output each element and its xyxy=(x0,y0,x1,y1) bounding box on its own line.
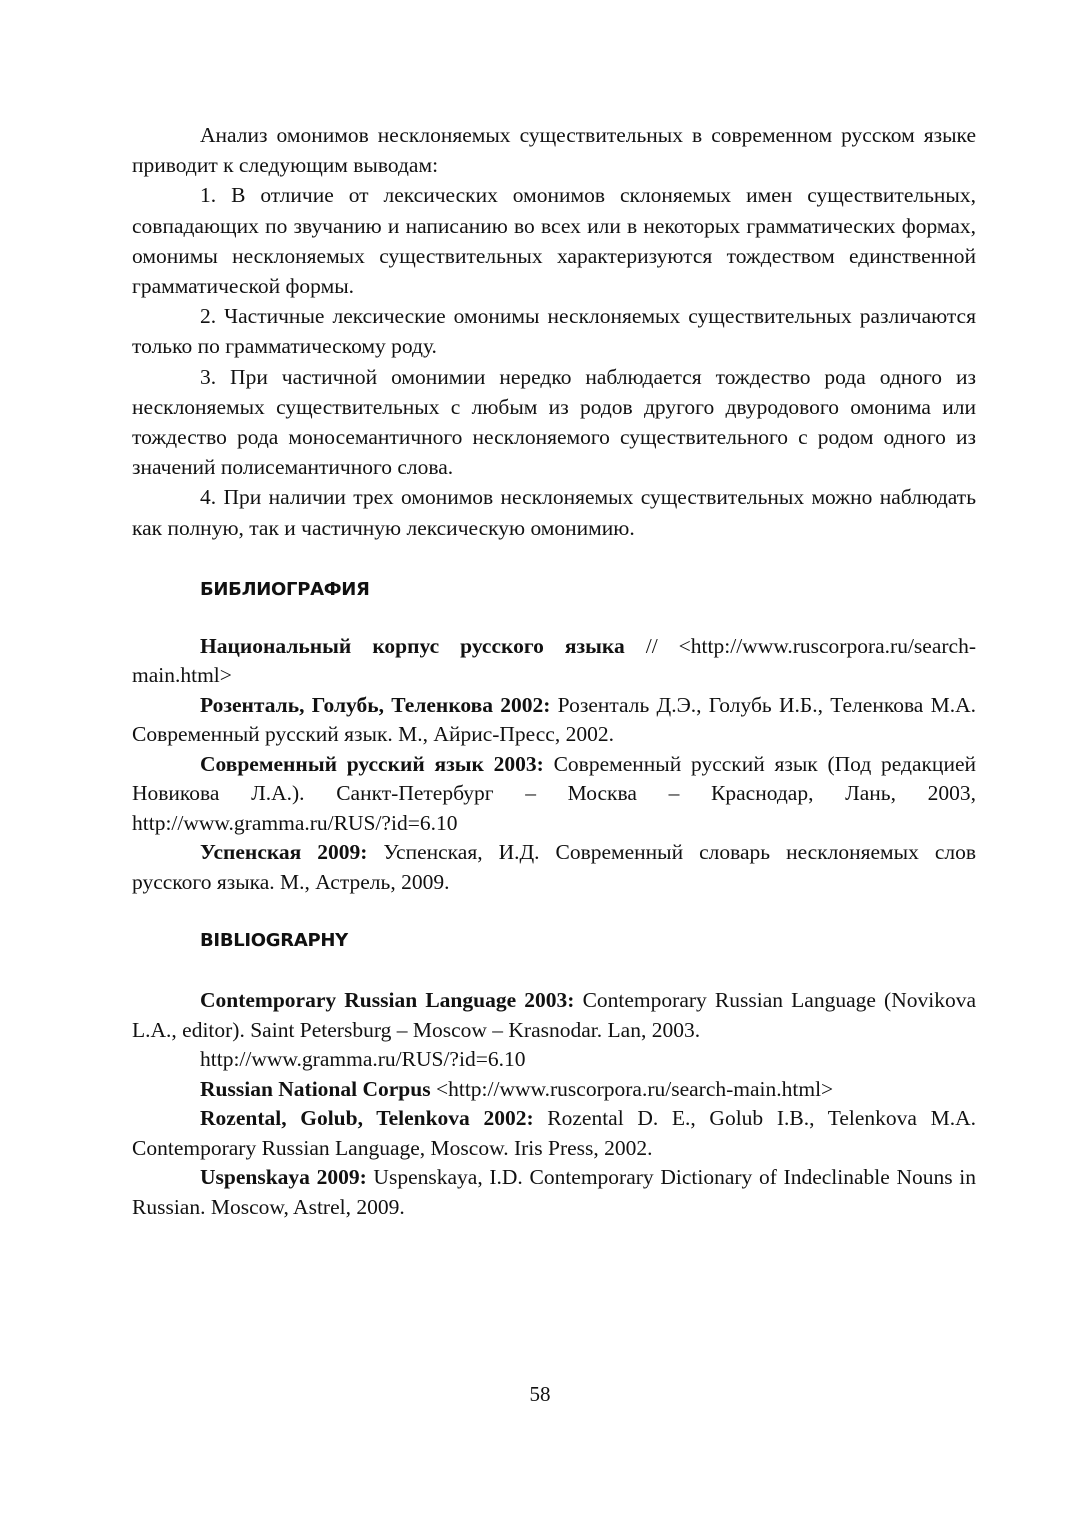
entry-key: Contemporary Russian Language 2003: xyxy=(200,988,575,1013)
page-number: 58 xyxy=(529,1382,551,1406)
conclusion-item-1: 1. В отличие от лексических омонимов склоняемых имен существительных, совпадающих по звучанию и написанию во всех или в некоторых грамматических формах, омонимы несклоняемых существительных характеризуются тождеством единственной грамматической формы. xyxy=(132,183,976,299)
entry-text: Розенталь Д.Э., Голубь И.Б., Теленкова М.А. Современный русский язык. М., Айрис-Пресс, 2002. xyxy=(132,692,976,747)
bibliography-entry xyxy=(132,838,976,897)
entry-key: Rozental, Golub, Telenkova 2002: xyxy=(200,1106,534,1131)
entry-text: // <http://www.ruscorpora.ru/search-main.html> xyxy=(132,633,976,688)
bibliography-en-list xyxy=(132,986,976,1222)
entry-key: Успенская 2009: xyxy=(200,840,368,865)
bibliography-ru-heading: БИБЛИОГРАФИЯ xyxy=(200,578,370,600)
entry-key: Национальный корпус русского языка xyxy=(200,633,625,658)
bibliography-en-heading: BIBLIOGRAPHY xyxy=(200,930,348,952)
entry-text: Contemporary Russian Language (Novikova L.A., editor). Saint Petersburg – Moscow – Krasnodar. Lan, 2003. xyxy=(132,988,977,1042)
entry-text: <http://www.ruscorpora.ru/search-main.html> xyxy=(430,1076,834,1101)
entry-text: Современный русский язык (Под редакцией Новикова Л.А.). Санкт-Петербург – Москва – Краснодар, Лань, 2003, http://www.gramma.ru/RUS/?id=6.10 xyxy=(132,751,976,835)
bibliography-ru-list xyxy=(132,632,976,898)
bibliography-entry xyxy=(132,986,976,1045)
entry-text: Rozental D. E., Golub I.B., Telenkova M.A. Contemporary Russian Language, Moscow. Iris Press, 2002. xyxy=(132,1106,976,1160)
bibliography-entry xyxy=(132,1104,976,1163)
bibliography-entry xyxy=(132,1163,976,1222)
conclusion-item-2: 2. Частичные лексические омонимы несклоняемых существительных различаются только по грамматическому роду. xyxy=(132,304,976,359)
entry-key: Uspenskaya 2009: xyxy=(200,1165,367,1190)
conclusion-item-3: 3. При частичной омонимии нередко наблюдается тождество рода одного из несклоняемых существительных с любым из родов другого двуродового омонима или тождество рода моносемантичного несклоняемого существительного с родом одного из значений полисемантичного слова. xyxy=(132,364,976,480)
bibliography-entry-url: http://www.gramma.ru/RUS/?id=6.10 xyxy=(200,1047,526,1072)
entry-key: Розенталь, Голубь, Теленкова 2002: xyxy=(200,692,551,717)
bibliography-entry xyxy=(132,750,976,839)
conclusions-intro: Анализ омонимов несклоняемых существительных в современном русском языке приводит к следующим выводам: xyxy=(132,123,976,178)
entry-key: Russian National Corpus xyxy=(200,1076,431,1101)
bibliography-entry xyxy=(132,1075,976,1105)
page-content xyxy=(132,120,976,1222)
entry-text: Uspenskaya, I.D. Contemporary Dictionary of Indeclinable Nouns in Russian. Moscow, Astrel, 2009. xyxy=(132,1165,976,1219)
conclusion-item-4: 4. При наличии трех омонимов несклоняемых существительных можно наблюдать как полную, так и частичную лексическую омонимию. xyxy=(132,485,976,540)
bibliography-entry xyxy=(132,691,976,750)
entry-text: Успенская, И.Д. Современный словарь несклоняемых слов русского языка. М., Астрель, 2009. xyxy=(132,840,976,894)
bibliography-entry xyxy=(132,632,976,691)
conclusions-section xyxy=(132,120,976,543)
entry-key: Современный русский язык 2003: xyxy=(200,751,544,776)
